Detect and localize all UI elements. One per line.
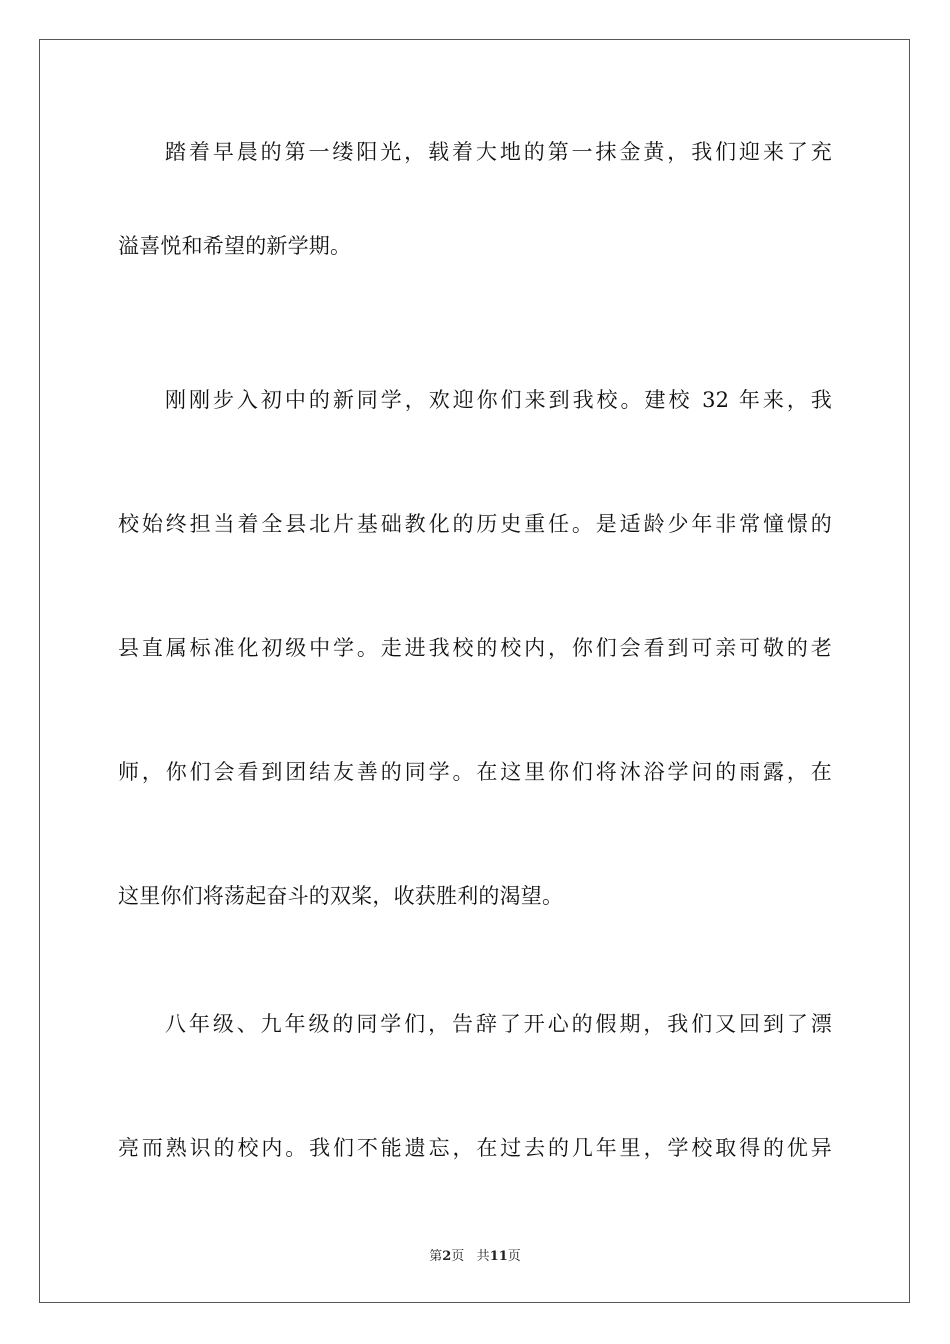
paragraph-3-line-1: 八年级、九年级的同学们，告辞了开心的假期，我们又回到了漂 <box>165 1012 832 1036</box>
paragraph-2-line-4: 师，你们会看到团结友善的同学。在这里你们将沐浴学问的雨露，在 <box>118 760 832 784</box>
footer-page-suffix: 页 <box>451 1249 465 1264</box>
paragraph-3-line-2: 亮而熟识的校内。我们不能遗忘，在过去的几年里，学校取得的优异 <box>118 1136 832 1160</box>
page-footer <box>0 1248 950 1266</box>
paragraph-2-line-2: 校始终担当着全县北片基础教化的历史重任。是适龄少年非常憧憬的 <box>118 512 832 536</box>
footer-page-number: 2 <box>442 1249 452 1264</box>
page-border <box>39 39 910 1303</box>
footer-total-suffix: 页 <box>507 1249 521 1264</box>
footer-page-prefix: 第 <box>429 1249 443 1264</box>
paragraph-2-line-5: 这里你们将荡起奋斗的双桨，收获胜利的渴望。 <box>118 884 564 908</box>
paragraph-2-line-3: 县直属标准化初级中学。走进我校的校内，你们会看到可亲可敬的老 <box>118 636 832 660</box>
paragraph-1-line-2: 溢喜悦和希望的新学期。 <box>118 234 352 258</box>
paragraph-1-line-1: 踏着早晨的第一缕阳光，载着大地的第一抹金黄，我们迎来了充 <box>165 140 832 164</box>
paragraph-2-line-1: 刚刚步入初中的新同学，欢迎你们来到我校。建校 32 年来，我 <box>165 388 832 412</box>
footer-total-prefix: 共 <box>476 1249 490 1264</box>
footer-total-pages: 11 <box>489 1249 508 1264</box>
